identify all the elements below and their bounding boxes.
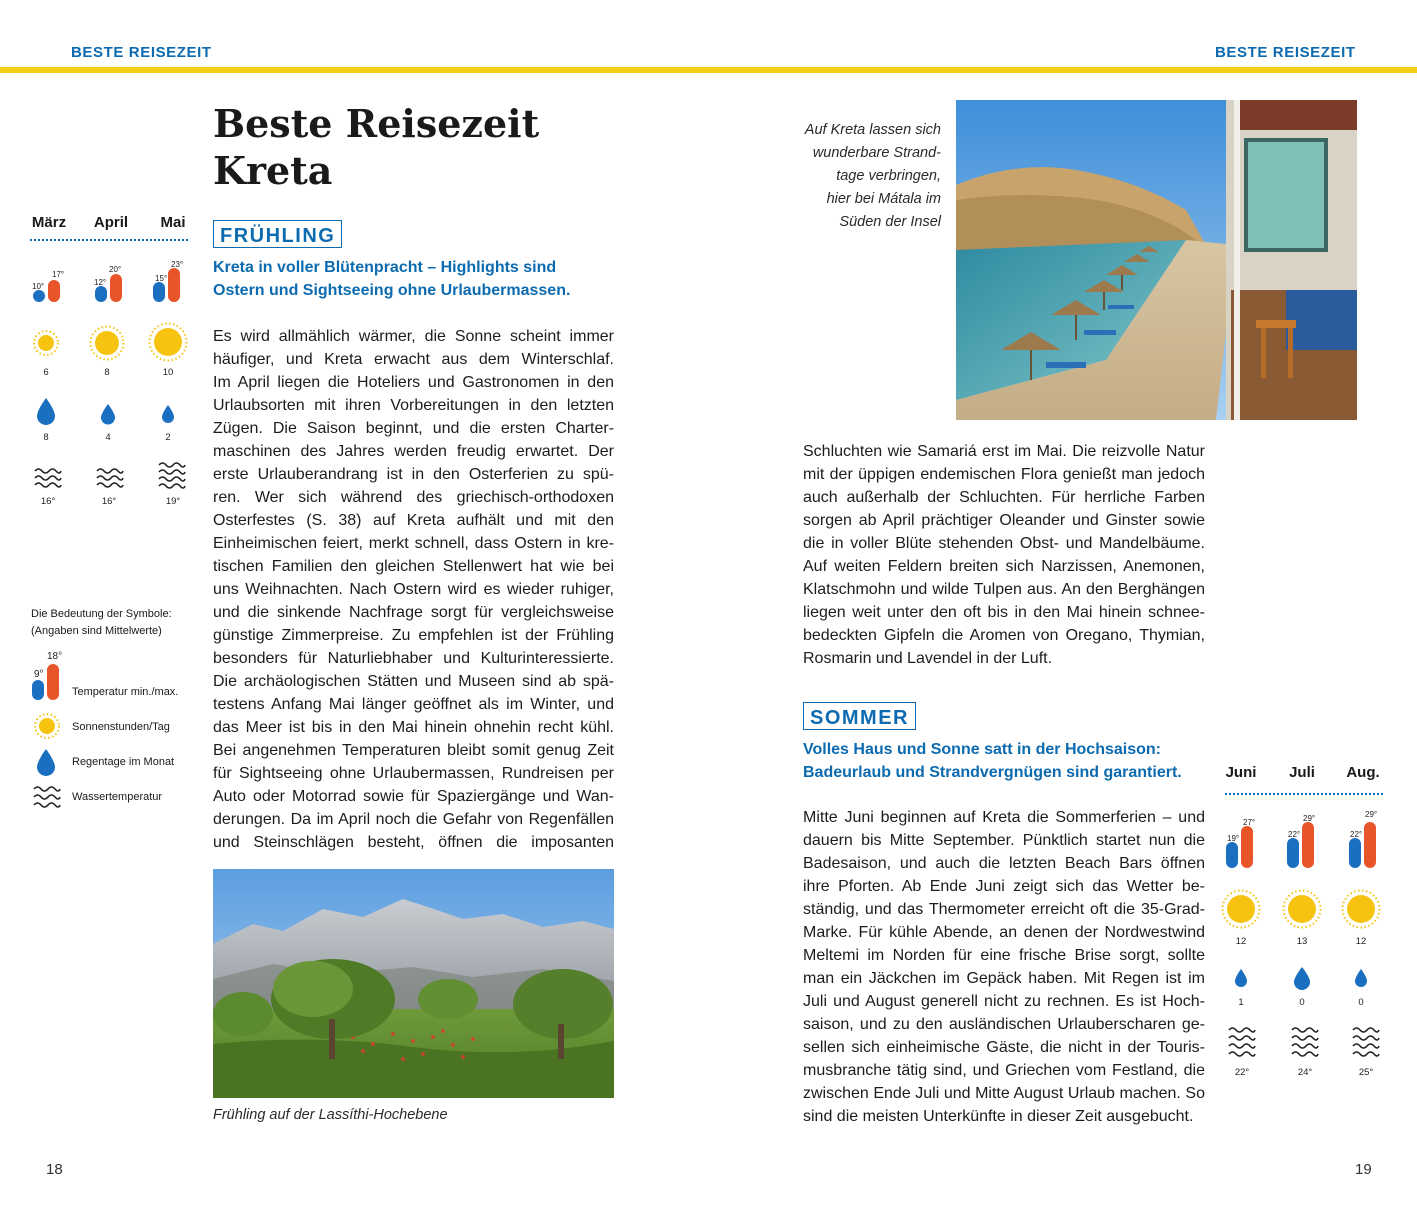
text-line: Auf weiten Feldern breiten sich Narzissen, Anemonen,	[803, 558, 1205, 575]
beach-caption-line5: Süden der Insel	[839, 214, 941, 230]
page-title	[213, 100, 539, 194]
text-line: das Meer ist bis in den Mai hinein ohnehin recht kühl.	[213, 719, 614, 736]
spring-tmax-2: 20°	[109, 265, 122, 274]
summer-month-1: Juni	[1225, 764, 1257, 781]
text-line: zwischen Ende Juli und Mitte August Urlaub machen. So	[803, 1085, 1205, 1102]
summer-subtitle-line1: Volles Haus und Sonne satt in der Hochsaison:	[803, 741, 1161, 758]
lassithi-photo	[213, 869, 614, 1098]
text-line: Badesaison, und auch die letzten Beach Bars öffnen	[803, 855, 1205, 872]
text-line: liegen weit unter den oft bis in den Mai hinein schnee-	[803, 604, 1205, 621]
spring-heading: FRÜHLING	[213, 220, 342, 248]
legend-tmax: 18°	[47, 651, 63, 662]
sun-icon	[1340, 888, 1382, 930]
temp-max-bar	[1302, 822, 1314, 868]
sun-icon	[88, 324, 126, 362]
beach-caption	[760, 119, 941, 234]
text-line: für Sightseeing ohne Urlaubermassen, Rundreisen per	[213, 765, 614, 782]
spring-month-1: März	[31, 214, 67, 231]
beach-caption-line3: tage verbringen,	[836, 168, 941, 184]
wave-icon	[1351, 1025, 1381, 1061]
text-line: saison, und zu den ausländischen Urlauberscharen ge-	[803, 1016, 1205, 1033]
sun-icon	[30, 327, 62, 359]
text-line: man ein Jäckchen im Gepäck haben. Mit Regen ist im	[803, 970, 1205, 987]
legend-temp-label: Temperatur min./max.	[72, 686, 179, 698]
temp-min-bar	[1226, 842, 1238, 868]
raindrop-icon	[34, 396, 58, 426]
text-line: Rosmarin und Lavendel in der Luft.	[803, 650, 1053, 667]
temp-max-bar	[48, 280, 60, 302]
spring-subtitle-line1: Kreta in voller Blütenpracht – Highlights sind	[213, 259, 557, 276]
temp-max-bar	[168, 268, 180, 302]
summer-water-3: 25°	[1358, 1067, 1374, 1078]
wave-icon	[32, 784, 62, 812]
spring-tmax-1: 17°	[52, 270, 65, 279]
summer-tmax-1: 27°	[1243, 818, 1256, 827]
text-line: sorgen ab April prächtiger Oleander und Ginster sowie	[803, 512, 1205, 529]
legend-title	[31, 606, 172, 640]
spring-tmin-3: 15°	[155, 274, 168, 283]
text-line: häufiger, und Kreta erwacht aus dem Winterschlaf.	[213, 351, 614, 368]
text-line: maschinen des Jahres werden freudig erwartet. Der	[213, 443, 614, 460]
beach-caption-line4: hier bei Mátala im	[826, 191, 941, 207]
page-title-line2: Kreta	[213, 148, 333, 193]
raindrop-icon	[99, 403, 117, 425]
summer-body-text	[803, 806, 1205, 1128]
sun-icon	[147, 321, 189, 363]
summer-water-2: 24°	[1297, 1067, 1313, 1078]
text-line: Im April liegen die Hoteliers und Gastronomen in den	[213, 374, 614, 391]
text-line: Osterfestes (S. 38) auf Kreta aufhält und mit den	[213, 512, 614, 529]
legend-temp-icon	[28, 660, 68, 702]
temp-max-bar	[110, 274, 122, 302]
temp-min-bar	[1349, 838, 1361, 868]
sun-icon	[32, 711, 62, 741]
spring-month-2: April	[93, 214, 129, 231]
spring-month-divider	[30, 239, 188, 241]
legend-rain-label: Regentage im Monat	[72, 756, 175, 768]
summer-rain-1: 1	[1238, 997, 1244, 1008]
text-line: ren. Wer sich während des griechisch-orthodoxen	[213, 489, 614, 506]
summer-rain-2: 0	[1299, 997, 1305, 1008]
matala-photo	[956, 100, 1357, 420]
summer-month-divider	[1225, 793, 1383, 795]
temp-min-bar	[153, 282, 165, 302]
running-head-left: BESTE REISEZEIT	[71, 44, 212, 61]
summer-water-1: 22°	[1234, 1067, 1250, 1078]
text-line: Bei angenehmen Temperaturen bleibt somit genug Zeit	[213, 742, 614, 759]
spring-month-3: Mai	[160, 214, 186, 231]
spring-tmin-1: 10°	[32, 282, 45, 291]
summer-tmax-2: 29°	[1303, 814, 1316, 823]
text-line: musbranche tätig sind, und Griechen vom Festland, die	[803, 1062, 1205, 1079]
temp-max-bar	[1241, 826, 1253, 868]
text-line: mit der üppigen endemischen Flora genießt man jedoch	[803, 466, 1205, 483]
text-line: und die sinkende Nachfrage sorgt für vergleichsweise	[213, 604, 614, 621]
wave-icon	[95, 466, 125, 490]
wave-icon	[1227, 1025, 1257, 1061]
text-line: Die archäologischen Stätten und Museen sind ab spä-	[213, 673, 614, 690]
text-line: Juli und August generell nicht zu rechnen. Es ist Hoch-	[803, 993, 1205, 1010]
spring-subtitle	[213, 256, 570, 302]
summer-sun-3: 12	[1355, 936, 1367, 947]
text-line: ihre Pforten. Ab Ende Juni zeigt sich das Wetter be-	[803, 878, 1205, 895]
text-line: Urlaubsorten mit ihren Vorbereitungen in den letzten	[213, 397, 614, 414]
wave-icon	[33, 466, 63, 490]
spring-rain-2: 4	[105, 432, 111, 443]
legend-tmin: 9°	[34, 669, 44, 680]
page-number-right: 19	[1355, 1161, 1372, 1178]
spring-tmax-3: 23°	[171, 260, 184, 269]
temp-min-bar	[1287, 838, 1299, 868]
summer-tmin-2: 22°	[1288, 830, 1301, 839]
text-line: erste Urlauberandrang ist in den Osterferien zu spü-	[213, 466, 614, 483]
summer-heading: SOMMER	[803, 702, 916, 730]
text-line: günstige Zimmerpreise. Zu empfehlen ist der Frühling	[213, 627, 614, 644]
running-head-right: BESTE REISEZEIT	[1215, 44, 1356, 61]
temp-min-bar	[95, 286, 107, 302]
summer-tmin-3: 22°	[1350, 830, 1363, 839]
text-line: Auto oder Motorrad sowie für Spaziergänge und Wan-	[213, 788, 614, 805]
spring-water-1: 16°	[40, 496, 56, 507]
page-number-left: 18	[46, 1161, 63, 1178]
page-title-line1: Beste Reisezeit	[213, 101, 540, 146]
spring-rain-1: 8	[43, 432, 49, 443]
raindrop-icon	[34, 747, 58, 777]
text-line: auch außerhalb der Schluchten. Für herrliche Farben	[803, 489, 1205, 506]
legend-water-label: Wassertemperatur	[72, 791, 163, 803]
spring-sun-3: 10	[162, 367, 174, 378]
temp-min-bar	[33, 290, 45, 302]
text-line: Klatschmohn und wilde Tulpen aus. An den Berghängen	[803, 581, 1205, 598]
text-line: tischen Familien den gleichen Stellenwert hat wie bei	[213, 558, 614, 575]
spring-water-3: 19°	[165, 496, 181, 507]
temp-max-bar	[1364, 822, 1376, 868]
text-line: Es wird allmählich wärmer, die Sonne scheint immer	[213, 328, 614, 345]
text-line: Einheimischen feiert, merkt schnell, dass Ostern in kre-	[213, 535, 614, 552]
text-line: die in voller Blüte stehenden Obst- und Mandelbäume.	[803, 535, 1205, 552]
spring-tmin-2: 12°	[94, 278, 107, 287]
header-rule	[0, 67, 1417, 73]
text-line: bedeckten Gipfeln die Aromen von Oregano, Thymian,	[803, 627, 1205, 644]
text-line: uns Weihnachten. Nach Ostern wird es wieder ruhiger,	[213, 581, 614, 598]
summer-tmin-1: 19°	[1227, 834, 1240, 843]
summer-subtitle-line2: Badeurlaub und Strandvergnügen sind garantiert.	[803, 764, 1182, 781]
summer-tmax-3: 29°	[1365, 810, 1378, 819]
summer-sun-2: 13	[1296, 936, 1308, 947]
spring-sun-2: 8	[104, 367, 110, 378]
sun-icon	[1281, 888, 1323, 930]
summer-month-2: Juli	[1289, 764, 1315, 781]
text-line: testens Anfang Mai länger geöffnet als im Winter, und	[213, 696, 614, 713]
text-line: Mitte Juni beginnen auf Kreta die Sommerferien – und	[803, 809, 1205, 826]
beach-caption-line2: wunderbare Strand-	[812, 145, 941, 161]
text-line: Marke. Für kühle Abende, an denen der Nordwestwind	[803, 924, 1205, 941]
spring-body-text	[213, 325, 614, 854]
spring-water-2: 16°	[101, 496, 117, 507]
text-line: sellen sich einheimische Gäste, die nicht in der Touris-	[803, 1039, 1205, 1056]
text-line: Meltemi im Norden für eine frische Brise sorgt, sollte	[803, 947, 1205, 964]
summer-subtitle	[803, 738, 1182, 784]
legend-title-line2: (Angaben sind Mittelwerte)	[31, 625, 162, 637]
raindrop-icon	[1292, 966, 1312, 990]
wave-icon	[1290, 1025, 1320, 1061]
beach-caption-line1: Auf Kreta lassen sich	[804, 122, 941, 138]
summer-temp-3	[1345, 812, 1385, 870]
raindrop-icon	[1233, 968, 1249, 988]
text-line: derungen. Da im April noch die Gefahr von Regenfällen	[213, 811, 614, 828]
text-line: ständig, und das Thermometer erreicht oft die 35-Grad-	[803, 901, 1205, 918]
lassithi-caption: Frühling auf der Lassíthi-Hochebene	[213, 1107, 448, 1123]
legend-sun-label: Sonnenstunden/Tag	[72, 721, 170, 733]
text-line: besonders für Naturliebhaber und Kulturinteressierte.	[213, 650, 614, 667]
raindrop-icon	[160, 404, 176, 424]
spring-rain-3: 2	[165, 432, 171, 443]
spring-continued-text	[803, 440, 1205, 670]
wave-icon	[157, 460, 187, 490]
raindrop-icon	[1353, 968, 1369, 988]
text-line: dauern bis Mitte September. Pünktlich startet nun die	[803, 832, 1205, 849]
text-line: und Steinschlägen besteht, öffnen die imposanten	[213, 834, 614, 851]
text-line: Zügen. Die Saison beginnt, und die ersten Charter-	[213, 420, 614, 437]
summer-sun-1: 12	[1235, 936, 1247, 947]
text-line: Schluchten wie Samariá erst im Mai. Die reizvolle Natur	[803, 443, 1205, 460]
sun-icon	[1220, 888, 1262, 930]
spring-sun-1: 6	[43, 367, 49, 378]
summer-rain-3: 0	[1358, 997, 1364, 1008]
legend-title-line1: Die Bedeutung der Symbole:	[31, 608, 172, 620]
summer-month-3: Aug.	[1346, 764, 1380, 781]
text-line: sind die meisten Unterkünfte in dieser Zeit ausgebucht.	[803, 1108, 1194, 1125]
spring-subtitle-line2: Ostern und Sightseeing ohne Urlaubermassen.	[213, 282, 571, 299]
